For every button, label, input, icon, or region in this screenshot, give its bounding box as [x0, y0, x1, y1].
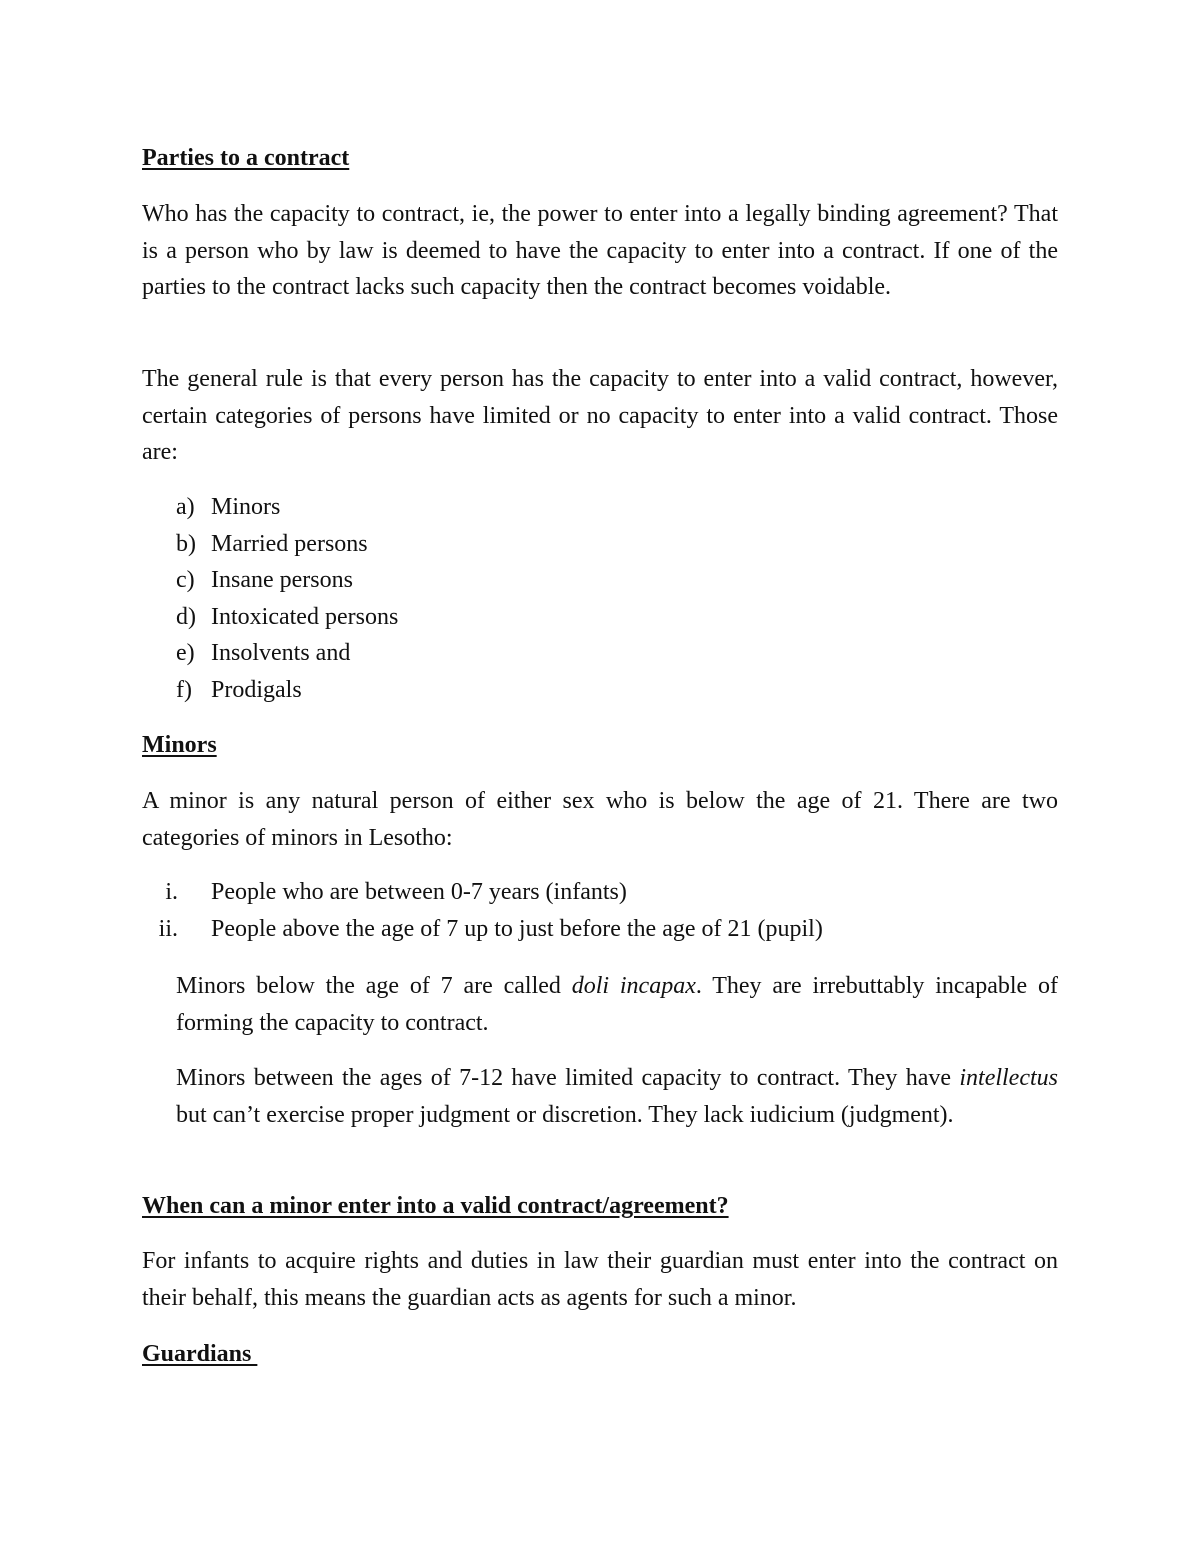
- list-item: [142, 562, 1058, 599]
- heading-parties-to-contract: Parties to a contract: [142, 145, 350, 171]
- list-marker: ii.: [158, 915, 178, 942]
- list-item-text: People above the age of 7 up to just before the age of 21 (pupil): [211, 915, 823, 942]
- italic-term: intellectus: [959, 1065, 1058, 1091]
- list-item: [142, 672, 1058, 709]
- heading-when-valid-contract: When can a minor enter into a valid contract/agreement?: [142, 1193, 729, 1219]
- paragraph-ages-7-12: [176, 1060, 1058, 1133]
- list-marker: i.: [165, 879, 178, 905]
- list-item: [142, 874, 1058, 911]
- list-item: [142, 911, 1058, 948]
- list-item-text: Insolvents and: [211, 640, 351, 666]
- list-marker: b): [176, 530, 196, 557]
- categories-list: [142, 489, 1058, 708]
- paragraph-infants-guardian: For infants to acquire rights and duties in law their guardian must enter into the contract on their behalf, this means the guardian acts as agents for such a minor.: [142, 1248, 1058, 1311]
- minor-categories-list: [142, 874, 1058, 947]
- list-marker: f): [176, 676, 192, 703]
- text-run: Minors between the ages of 7-12 have limited capacity to contract. They have: [176, 1065, 960, 1091]
- list-marker: a): [176, 494, 195, 520]
- paragraph-general-rule: The general rule is that every person has the capacity to enter into a valid contract, however, certain categories of persons have limited or no capacity to enter into a valid contract. Those are:: [142, 366, 1058, 465]
- heading-guardians: Guardians: [142, 1341, 258, 1367]
- list-marker: c): [176, 567, 195, 593]
- list-item: [142, 526, 1058, 563]
- list-item-text: Intoxicated persons: [211, 603, 399, 630]
- text-run: Minors below the age of 7 are called: [176, 973, 572, 999]
- list-item-text: People who are between 0-7 years (infants): [211, 879, 627, 905]
- italic-term: doli incapax: [571, 973, 696, 999]
- heading-minors: Minors: [142, 732, 217, 758]
- list-item-text: Married persons: [211, 530, 368, 557]
- list-item-text: Insane persons: [211, 567, 353, 593]
- list-item: [142, 635, 1058, 672]
- text-run: but can’t exercise proper judgment or discretion. They lack iudicium (judgment).: [176, 1101, 954, 1128]
- paragraph-capacity: Who has the capacity to contract, ie, the power to enter into a legally binding agreement? That is a person who by law is deemed to have the capacity to enter into a contract. If one of the parties to the contract lacks such capacity then the contract becomes voidable.: [142, 201, 1058, 300]
- list-item-text: Minors: [211, 494, 281, 520]
- list-item: [142, 489, 1058, 526]
- paragraph-minor-definition: A minor is any natural person of either sex who is below the age of 21. There are two categories of minors in Lesotho:: [142, 788, 1058, 851]
- list-item-text: Prodigals: [211, 676, 302, 703]
- paragraph-doli-incapax: [176, 968, 1058, 1041]
- list-marker: d): [176, 603, 196, 630]
- text-run: . They are irrebuttably incapable of forming the capacity to contract.: [176, 973, 1058, 1036]
- list-marker: e): [176, 640, 195, 666]
- list-item: [142, 599, 1058, 636]
